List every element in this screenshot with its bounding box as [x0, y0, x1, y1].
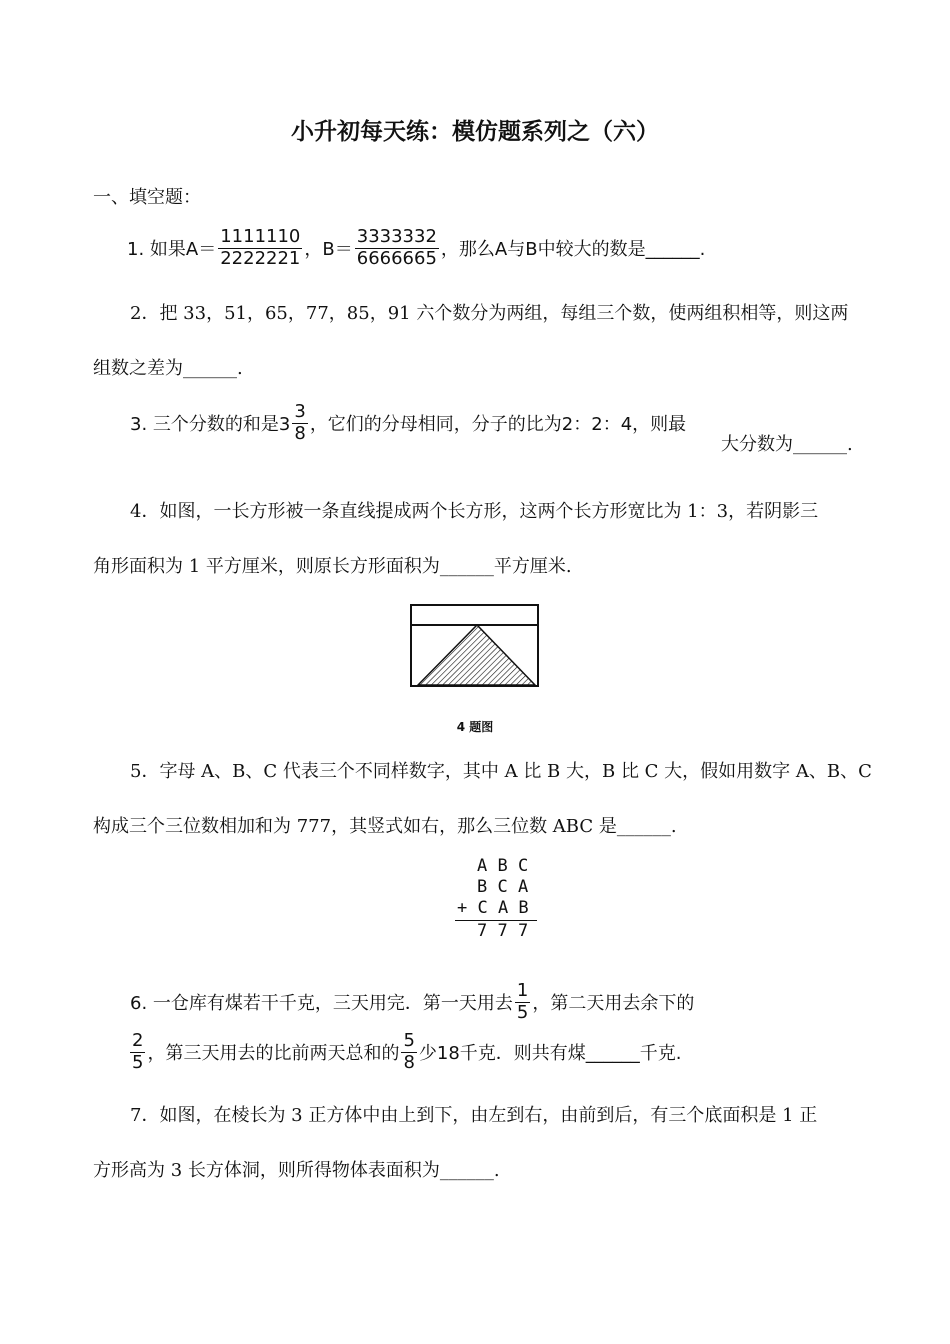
addend-row-3: + C A B	[457, 898, 529, 918]
q3-suffix: ，它们的分母相同，分子的比为2：2：4，则最	[309, 414, 687, 436]
q1-prefix: 1. 如果A＝	[127, 239, 217, 261]
q3-prefix: 3. 三个分数的和是3	[130, 414, 291, 436]
q6-f1-denominator: 5	[516, 1001, 529, 1023]
q1-suffix: ，那么A与B中较大的数是______.	[440, 239, 706, 261]
q1-a-denominator: 2222221	[220, 247, 301, 269]
q3-numerator: 3	[294, 401, 306, 422]
q1-a-numerator: 1111110	[220, 226, 301, 247]
q1-b-numerator: 3333332	[356, 226, 437, 247]
q6-fraction-2	[130, 1032, 145, 1073]
page-title: 小升初每天练：模仿题系列之（六）	[291, 119, 659, 145]
q5-line2: 构成三个三位数相加和为 777，其竖式如右，那么三位数 ABC 是______.	[93, 816, 677, 837]
sum-row: 7 7 7	[477, 921, 529, 941]
vertical-addition	[455, 856, 540, 942]
q6-f2-denominator: 5	[132, 1051, 144, 1073]
q5-line1: 5．字母 A、B、C 代表三个不同样数字，其中 A 比 B 大，B 比 C 大，假如用数字 A、B、C	[130, 761, 872, 782]
q2-line2: 组数之差为______.	[93, 358, 243, 379]
q4-line2: 角形面积为 1 平方厘米，则原长方形面积为______平方厘米.	[93, 556, 572, 577]
q1-b-denominator: 6666665	[356, 247, 437, 269]
q4-line1: 4．如图，一长方形被一条直线提成两个长方形，这两个长方形宽比为 1：3，若阴影三	[130, 501, 819, 522]
rectangle-triangle-figure	[410, 604, 540, 688]
q1-fraction-b	[355, 228, 439, 269]
q1-fraction-a	[218, 228, 302, 269]
q6-f1-numerator: 1	[516, 980, 529, 1001]
section-heading: 一、填空题：	[93, 187, 201, 208]
q6-mid2: ，第三天用去的比前两天总和的	[147, 1043, 400, 1065]
q3-denominator: 8	[294, 422, 306, 444]
q2-line1: 2．把 33，51，65，77，85，91 六个数分为两组，每组三个数，使两组积相等，则这两	[130, 303, 849, 324]
q6-line1	[130, 982, 694, 1023]
figure-4-caption: 4 题图	[456, 720, 494, 734]
addend-row-2: B C A	[477, 877, 529, 897]
q6-f2-numerator: 2	[132, 1030, 144, 1051]
q6-prefix: 6. 一仓库有煤若干千克，三天用完．第一天用去	[130, 993, 513, 1015]
q7-line1: 7．如图，在棱长为 3 正方体中由上到下，由左到右，由前到后，有三个底面积是 1 正	[130, 1105, 818, 1126]
q6-suffix: 少18千克．则共有煤______千克.	[418, 1043, 682, 1065]
question-1	[127, 228, 705, 269]
q1-mid: ，B＝	[304, 239, 353, 261]
q6-fraction-1	[515, 982, 530, 1023]
q6-fraction-3	[401, 1032, 416, 1073]
q7-line2: 方形高为 3 长方体洞，则所得物体表面积为______.	[93, 1160, 500, 1181]
q6-f3-numerator: 5	[403, 1030, 415, 1051]
q6-mid1: ，第二天用去余下的	[532, 993, 695, 1015]
q6-f3-denominator: 8	[403, 1051, 415, 1073]
q6-line2	[128, 1032, 682, 1073]
question-3	[130, 403, 686, 444]
q3-fraction	[292, 403, 307, 444]
q3-line2: 大分数为______.	[721, 434, 853, 455]
addend-row-1: A B C	[477, 856, 529, 876]
